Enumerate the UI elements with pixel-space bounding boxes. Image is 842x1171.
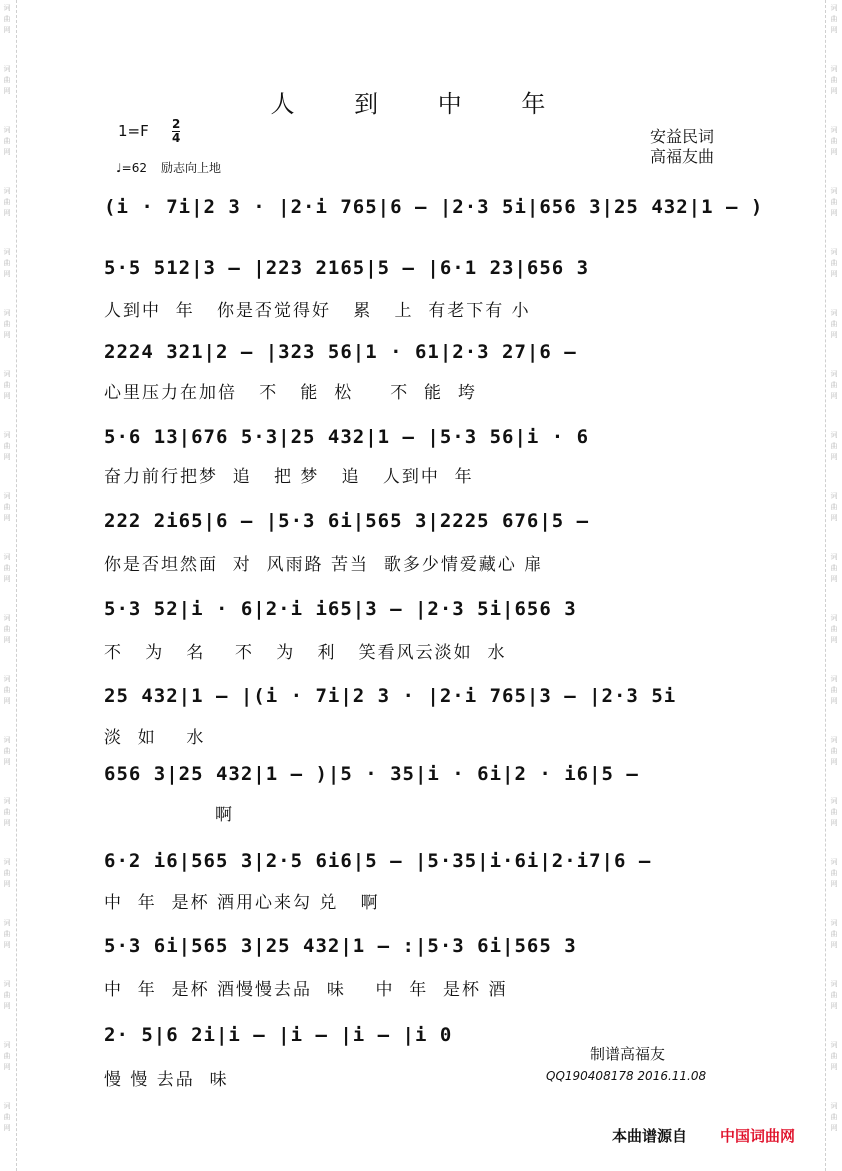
watermark-char: 曲 xyxy=(3,503,11,511)
watermark-char: 词 xyxy=(830,736,838,744)
watermark-char: 曲 xyxy=(3,686,11,694)
watermark-char: 词 xyxy=(3,248,11,256)
time-signature-top: 2 xyxy=(172,117,181,131)
watermark-char: 曲 xyxy=(3,1113,11,1121)
contact-date: QQ190408178 2016.11.08 xyxy=(546,1069,707,1083)
score-line-4: 5·6 13|676 5·3|25 432|1 – |5·3 56|i · 6 xyxy=(104,426,590,448)
watermark-char: 网 xyxy=(3,514,11,522)
watermark-char: 网 xyxy=(830,636,838,644)
watermark-char: 词 xyxy=(830,553,838,561)
watermark-char: 词 xyxy=(830,1102,838,1110)
watermark-char: 网 xyxy=(830,514,838,522)
watermark-char: 网 xyxy=(3,941,11,949)
arranger-credit: 制谱高福友 xyxy=(590,1045,666,1063)
watermark-char: 词 xyxy=(3,919,11,927)
lyric-line-3: 心里压力在加倍 不 能 松 不 能 垮 xyxy=(104,383,477,403)
mood-marking: 励志向上地 xyxy=(160,161,221,175)
watermark-char: 网 xyxy=(830,1002,838,1010)
watermark-char: 网 xyxy=(3,87,11,95)
watermark-char: 网 xyxy=(830,819,838,827)
time-signature-bottom: 4 xyxy=(172,131,181,145)
watermark-char: 网 xyxy=(3,880,11,888)
credits xyxy=(650,127,714,167)
watermark-char: 词 xyxy=(830,309,838,317)
watermark-char: 曲 xyxy=(830,869,838,877)
watermark-char: 曲 xyxy=(830,991,838,999)
watermark-char: 曲 xyxy=(830,625,838,633)
watermark-char: 网 xyxy=(3,575,11,583)
watermark-char: 网 xyxy=(3,1002,11,1010)
watermark-char: 词 xyxy=(830,919,838,927)
score-line-1: (i · 7i|2 3 · |2·i 765|6 – |2·3 5i|656 3|25 432|1 – ) xyxy=(104,196,764,218)
watermark-char: 曲 xyxy=(830,320,838,328)
watermark-char: 词 xyxy=(830,370,838,378)
watermark-char: 网 xyxy=(830,1063,838,1071)
watermark-char: 网 xyxy=(830,453,838,461)
watermark-char: 网 xyxy=(830,148,838,156)
watermark-char: 曲 xyxy=(830,503,838,511)
score-line-2: 5·5 512|3 – |223 2165|5 – |6·1 23|656 3 xyxy=(104,257,590,279)
watermark-char: 词 xyxy=(3,187,11,195)
watermark-char: 曲 xyxy=(3,15,11,23)
watermark-char: 网 xyxy=(830,697,838,705)
watermark-char: 词 xyxy=(830,126,838,134)
watermark-char: 网 xyxy=(3,1124,11,1132)
watermark-char: 曲 xyxy=(3,137,11,145)
watermark-char: 网 xyxy=(3,270,11,278)
score-line-3: 2224 321|2 – |323 56|1 · 61|2·3 27|6 – xyxy=(104,341,577,363)
watermark-char: 曲 xyxy=(830,198,838,206)
score-line-6: 5·3 52|i · 6|2·i i65|3 – |2·3 5i|656 3 xyxy=(104,598,577,620)
watermark-char: 词 xyxy=(830,675,838,683)
watermark-char: 网 xyxy=(830,758,838,766)
score-line-8: 656 3|25 432|1 – )|5 · 35|i · 6i|2 · i6|5 – xyxy=(104,763,639,785)
lyric-line-7: 淡 如 水 xyxy=(104,728,206,748)
watermark-char: 曲 xyxy=(3,76,11,84)
score-line-7: 25 432|1 – |(i · 7i|2 3 · |2·i 765|3 – |2·3 5i xyxy=(104,685,677,707)
watermark-char: 网 xyxy=(3,26,11,34)
watermark-char: 词 xyxy=(3,858,11,866)
watermark-char: 词 xyxy=(3,309,11,317)
watermark-char: 曲 xyxy=(830,747,838,755)
watermark-char: 词 xyxy=(830,492,838,500)
watermark-char: 词 xyxy=(3,1102,11,1110)
watermark-char: 曲 xyxy=(830,808,838,816)
watermark-char: 网 xyxy=(3,697,11,705)
watermark-char: 曲 xyxy=(3,198,11,206)
song-title: 人 到 中 年 xyxy=(270,90,572,118)
watermark-char: 词 xyxy=(3,1041,11,1049)
watermark-char: 网 xyxy=(3,453,11,461)
watermark-char: 词 xyxy=(3,492,11,500)
watermark-char: 词 xyxy=(3,736,11,744)
watermark-char: 词 xyxy=(3,675,11,683)
tempo-marking xyxy=(116,159,221,176)
watermark-char: 网 xyxy=(3,1063,11,1071)
watermark-char: 曲 xyxy=(3,747,11,755)
watermark-char: 曲 xyxy=(830,1052,838,1060)
lyricist: 安益民词 xyxy=(650,127,715,146)
lyric-line-6: 不 为 名 不 为 利 笑看风云淡如 水 xyxy=(104,643,507,663)
watermark-char: 词 xyxy=(830,187,838,195)
lyric-line-5: 你是否坦然面 对 风雨路 苦当 歌多少情爱藏心 扉 xyxy=(104,555,544,575)
watermark-char: 网 xyxy=(3,148,11,156)
watermark-char: 网 xyxy=(830,331,838,339)
lyric-line-11: 慢 慢 去品 味 xyxy=(104,1070,229,1090)
composer: 高福友曲 xyxy=(650,147,715,166)
watermark-char: 曲 xyxy=(3,442,11,450)
watermark-char: 词 xyxy=(830,4,838,12)
score-line-5: 222 2i65|6 – |5·3 6i|565 3|2225 676|5 – xyxy=(104,510,590,532)
watermark-char: 网 xyxy=(830,1124,838,1132)
watermark-char: 网 xyxy=(830,26,838,34)
left-watermark-strip xyxy=(0,0,17,1171)
watermark-char: 词 xyxy=(3,65,11,73)
watermark-char: 词 xyxy=(3,431,11,439)
watermark-char: 网 xyxy=(830,941,838,949)
watermark-char: 词 xyxy=(3,553,11,561)
watermark-char: 词 xyxy=(830,431,838,439)
watermark-char: 网 xyxy=(3,392,11,400)
watermark-char: 曲 xyxy=(830,1113,838,1121)
watermark-char: 曲 xyxy=(3,808,11,816)
watermark-char: 曲 xyxy=(3,381,11,389)
watermark-char: 网 xyxy=(3,636,11,644)
watermark-char: 曲 xyxy=(830,564,838,572)
watermark-char: 网 xyxy=(830,209,838,217)
score-line-11: 2· 5|6 2i|i – |i – |i – |i 0 xyxy=(104,1024,453,1046)
lyric-line-8: 啊 xyxy=(104,805,235,825)
watermark-char: 曲 xyxy=(830,137,838,145)
watermark-char: 词 xyxy=(830,614,838,622)
score-line-10: 5·3 6i|565 3|25 432|1 – :|5·3 6i|565 3 xyxy=(104,935,577,957)
watermark-char: 网 xyxy=(830,880,838,888)
lyric-line-4: 奋力前行把梦 追 把 梦 追 人到中 年 xyxy=(104,467,474,487)
watermark-char: 曲 xyxy=(830,76,838,84)
right-watermark-strip xyxy=(825,0,842,1171)
watermark-char: 曲 xyxy=(3,1052,11,1060)
watermark-char: 曲 xyxy=(3,625,11,633)
watermark-char: 网 xyxy=(830,87,838,95)
site-name: 中国词曲网 xyxy=(720,1127,796,1145)
watermark-char: 词 xyxy=(3,370,11,378)
watermark-char: 曲 xyxy=(830,930,838,938)
watermark-char: 曲 xyxy=(3,564,11,572)
watermark-char: 网 xyxy=(830,575,838,583)
watermark-char: 网 xyxy=(3,331,11,339)
score-line-9: 6·2 i6|565 3|2·5 6i6|5 – |5·35|i·6i|2·i7|6 – xyxy=(104,850,652,872)
time-signature xyxy=(172,118,180,145)
watermark-char: 曲 xyxy=(3,259,11,267)
watermark-char: 曲 xyxy=(830,442,838,450)
watermark-char: 词 xyxy=(830,858,838,866)
lyric-line-2: 人到中 年 你是否觉得好 累 上 有老下有 小 xyxy=(104,301,531,321)
watermark-char: 曲 xyxy=(3,991,11,999)
watermark-char: 词 xyxy=(3,797,11,805)
key-signature: 1=F xyxy=(118,122,149,140)
watermark-char: 词 xyxy=(830,1041,838,1049)
watermark-char: 网 xyxy=(3,758,11,766)
watermark-char: 词 xyxy=(3,126,11,134)
watermark-char: 曲 xyxy=(3,869,11,877)
tempo-value: ♩=62 xyxy=(116,161,147,175)
watermark-char: 词 xyxy=(3,614,11,622)
watermark-char: 词 xyxy=(830,980,838,988)
watermark-char: 曲 xyxy=(3,930,11,938)
lyric-line-10: 中 年 是杯 酒慢慢去品 味 中 年 是杯 酒 xyxy=(104,980,508,1000)
watermark-char: 词 xyxy=(830,65,838,73)
watermark-char: 网 xyxy=(3,209,11,217)
watermark-char: 词 xyxy=(3,980,11,988)
watermark-char: 词 xyxy=(830,797,838,805)
watermark-char: 词 xyxy=(830,248,838,256)
watermark-char: 曲 xyxy=(830,15,838,23)
watermark-char: 网 xyxy=(830,270,838,278)
watermark-char: 词 xyxy=(3,4,11,12)
watermark-char: 曲 xyxy=(830,686,838,694)
watermark-char: 网 xyxy=(830,392,838,400)
watermark-char: 曲 xyxy=(3,320,11,328)
watermark-char: 网 xyxy=(3,819,11,827)
watermark-char: 曲 xyxy=(830,381,838,389)
lyric-line-9: 中 年 是杯 酒用心来勾 兑 啊 xyxy=(104,893,380,913)
source-label: 本曲谱源自 xyxy=(612,1127,688,1145)
watermark-char: 曲 xyxy=(830,259,838,267)
